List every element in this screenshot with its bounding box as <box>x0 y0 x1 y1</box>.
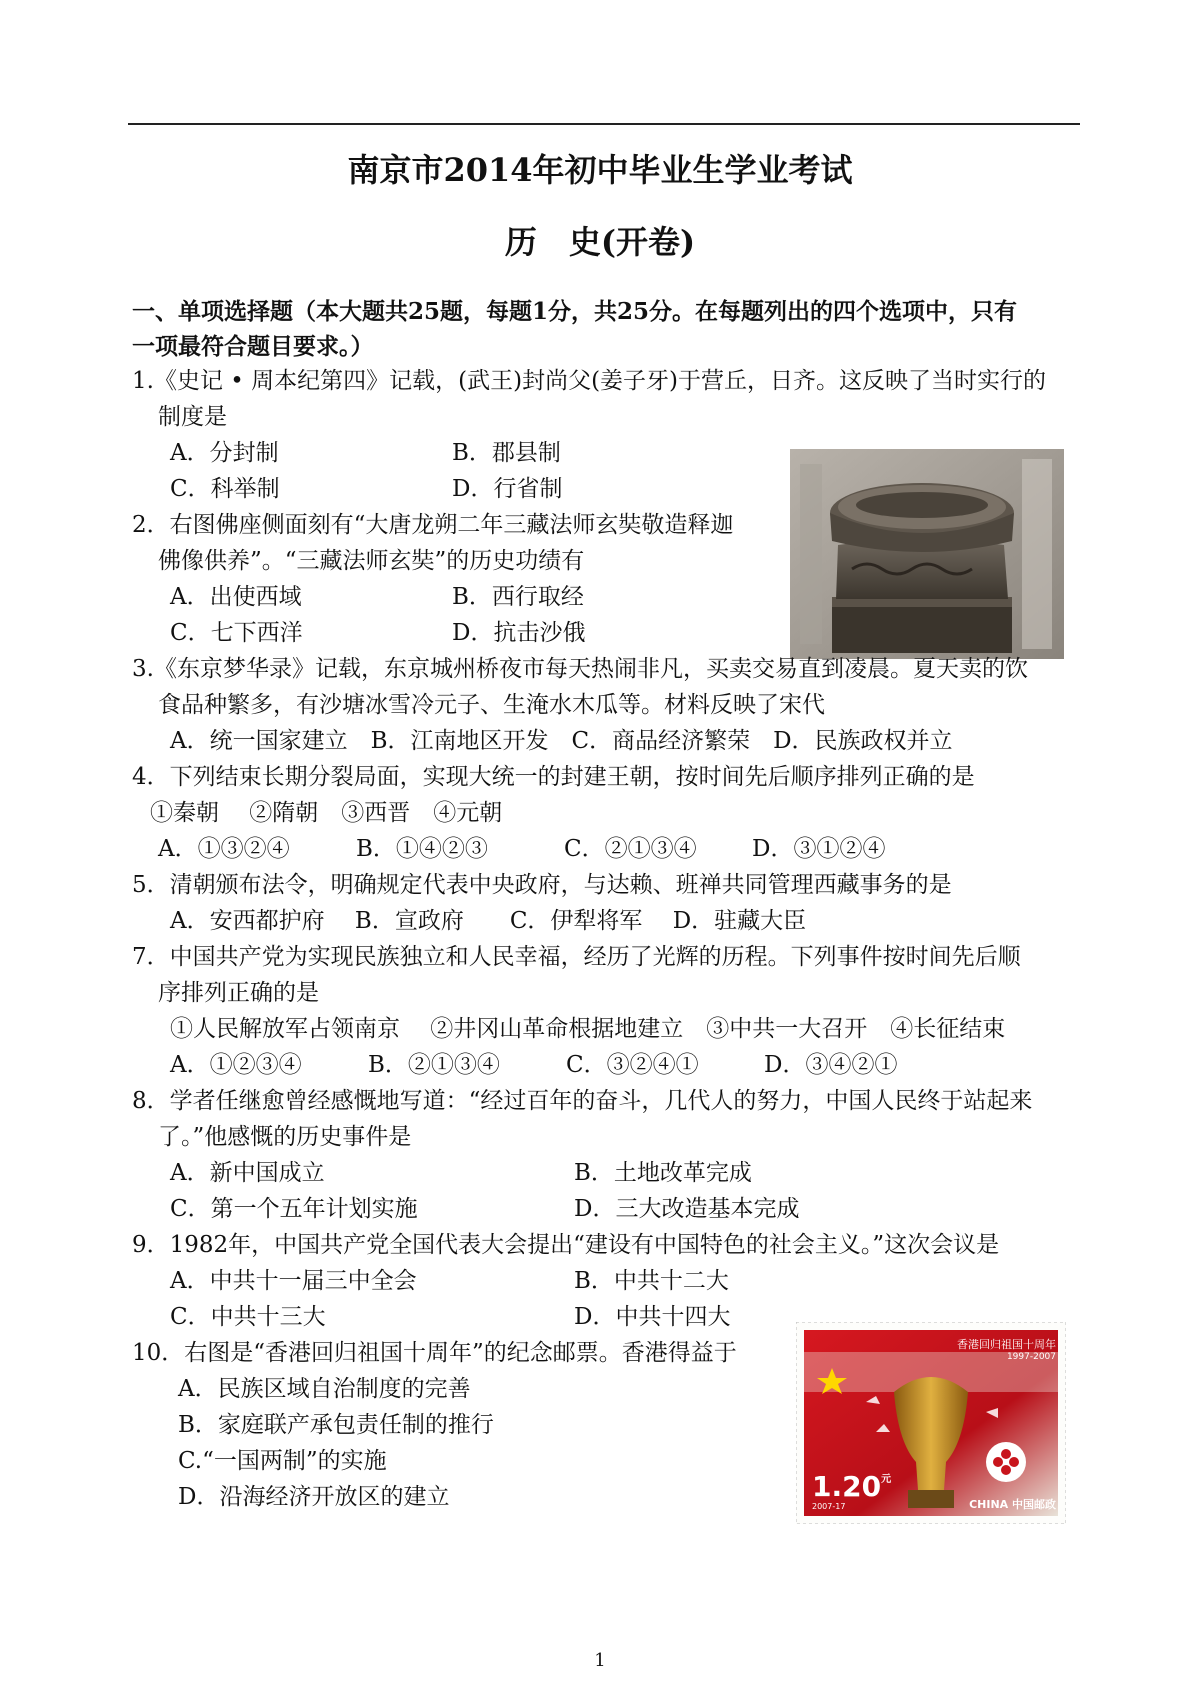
exam-subtitle: 历 史(开卷) <box>504 223 696 261</box>
q3-options: A．统一国家建立 B．江南地区开发 C．商品经济繁荣 D．民族政权并立 <box>170 728 953 754</box>
q7-option-b: B．②①③④ <box>368 1052 500 1078</box>
q10-stem: 10．右图是“香港回归祖国十周年”的纪念邮票。香港得益于 <box>132 1340 737 1366</box>
q2-stem-line2: 佛像供养”。“三藏法师玄奘”的历史功绩有 <box>158 548 585 574</box>
q4-option-b: B．①④②③ <box>356 836 488 862</box>
q8-stem-line1: 8．学者任继愈曾经感慨地写道：“经过百年的奋斗，几代人的努力，中国人民终于站起来 <box>132 1088 1033 1114</box>
q4-option-c: C．②①③④ <box>564 836 697 862</box>
q4-items: ①秦朝 ②隋朝 ③西晋 ④元朝 <box>150 800 503 826</box>
section-heading-line1: 一、单项选择题（本大题共25题，每题1分，共25分。在每题列出的四个选项中，只有 <box>132 298 1018 325</box>
q9-option-b: B．中共十二大 <box>574 1268 729 1294</box>
q4-stem: 4．下列结束长期分裂局面，实现大统一的封建王朝，按时间先后顺序排列正确的是 <box>132 764 975 790</box>
q10-option-b: B．家庭联产承包责任制的推行 <box>178 1412 494 1438</box>
q10-option-d: D．沿海经济开放区的建立 <box>178 1484 450 1510</box>
q1-option-b: B．郡县制 <box>452 440 561 466</box>
q1-stem-line2: 制度是 <box>158 404 227 430</box>
q9-option-a: A．中共十一届三中全会 <box>170 1268 417 1294</box>
q7-option-d: D．③④②① <box>764 1052 898 1078</box>
stamp-value-unit: 元 <box>881 1474 892 1485</box>
q8-option-a: A．新中国成立 <box>170 1160 325 1186</box>
top-rule <box>128 123 1080 125</box>
q8-option-d: D．三大改造基本完成 <box>574 1196 800 1222</box>
buddha-pedestal-image <box>790 449 1064 659</box>
q3-stem-line1: 3.《东京梦华录》记载，东京城州桥夜市每天热闹非凡，买卖交易直到凌晨。夏天卖的饮 <box>132 656 1028 682</box>
q7-stem-line1: 7．中国共产党为实现民族独立和人民幸福，经历了光辉的历程。下列事件按时间先后顺 <box>132 944 1021 970</box>
stamp-value <box>812 1470 891 1503</box>
q5-options: A．安西都护府 B．宣政府 C．伊犁将军 D．驻藏大臣 <box>170 908 807 934</box>
q1-option-a: A．分封制 <box>170 440 279 466</box>
q1-option-c: C．科举制 <box>170 476 280 502</box>
q2-option-c: C．七下西洋 <box>170 620 303 646</box>
q9-option-c: C．中共十三大 <box>170 1304 326 1330</box>
q8-option-b: B．土地改革完成 <box>574 1160 752 1186</box>
q2-option-b: B．西行取经 <box>452 584 584 610</box>
q7-option-c: C．③②④① <box>566 1052 699 1078</box>
exam-title: 南京市2014年初中毕业生学业考试 <box>347 151 853 189</box>
q8-option-c: C．第一个五年计划实施 <box>170 1196 418 1222</box>
stamp-brand: CHINA 中国邮政 <box>969 1498 1056 1511</box>
q7-stem-line2: 序排列正确的是 <box>158 980 319 1006</box>
q3-stem-line2: 食品种繁多，有沙塘冰雪冷元子、生淹水木瓜等。材料反映了宋代 <box>158 692 825 718</box>
q4-option-d: D．③①②④ <box>752 836 886 862</box>
hk-stamp-image <box>796 1322 1066 1524</box>
stamp-header-text: 香港回归祖国十周年 <box>957 1338 1056 1351</box>
section-heading-line2: 一项最符合题目要求。） <box>132 333 374 360</box>
page-number: 1 <box>594 1650 606 1671</box>
q10-option-a: A．民族区域自治制度的完善 <box>178 1376 471 1402</box>
buddha-pedestal-drawing <box>790 449 1064 659</box>
q9-stem: 9．1982年，中国共产党全国代表大会提出“建设有中国特色的社会主义。”这次会议是 <box>132 1232 1000 1258</box>
q2-option-d: D．抗击沙俄 <box>452 620 586 646</box>
stamp-years: 1997-2007 <box>1006 1352 1056 1362</box>
q2-stem-line1: 2．右图佛座侧面刻有“大唐龙朔二年三藏法师玄奘敬造释迦 <box>132 512 734 538</box>
q9-option-d: D．中共十四大 <box>574 1304 731 1330</box>
q10-option-c: C.“一国两制”的实施 <box>178 1448 387 1474</box>
q1-option-d: D．行省制 <box>452 476 563 502</box>
q7-option-a: A．①②③④ <box>170 1052 302 1078</box>
q7-items: ①人民解放军占领南京 ②井冈山革命根据地建立 ③中共一大召开 ④长征结束 <box>170 1016 1006 1042</box>
q2-option-a: A．出使西域 <box>170 584 302 610</box>
stamp-value-number: 1.20 <box>812 1470 882 1503</box>
stamp-code: 2007-17 <box>812 1502 846 1511</box>
q5-stem: 5．清朝颁布法令，明确规定代表中央政府，与达赖、班禅共同管理西藏事务的是 <box>132 872 952 898</box>
q1-stem-line1: 1.《史记 • 周本纪第四》记载，(武王)封尚父(姜子牙)于营丘，日齐。这反映了当时实行的 <box>132 368 1047 394</box>
q8-stem-line2: 了。”他感慨的历史事件是 <box>158 1124 412 1150</box>
q4-option-a: A．①③②④ <box>158 836 290 862</box>
